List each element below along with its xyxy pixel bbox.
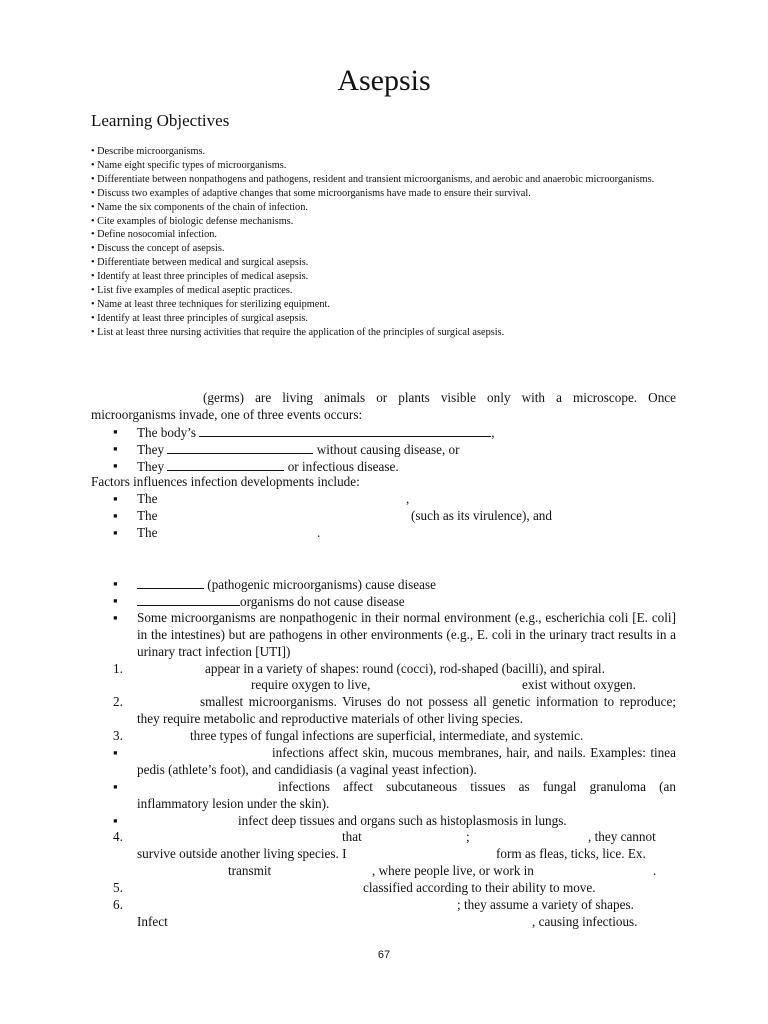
list-text: that [342, 829, 362, 845]
numbered-item-continued [91, 914, 676, 931]
section-heading: Learning Objectives [91, 111, 230, 130]
blank-line [167, 458, 284, 471]
body-text [91, 390, 676, 931]
list-item [91, 745, 676, 779]
objective-item: • Name at least three techniques for sterilizing equipment. [91, 298, 330, 310]
list-item-text [137, 576, 676, 594]
objective-item: • List five examples of medical aseptic practices. [91, 285, 293, 297]
list-text: . [317, 525, 321, 541]
list-item [91, 610, 676, 661]
objective-item: • Cite examples of biologic defense mechanisms. [91, 215, 294, 227]
blank-line [199, 424, 491, 437]
list-text: without causing disease, or [316, 441, 460, 457]
list-text: They [137, 458, 165, 474]
list-text: They [137, 441, 165, 457]
objective-item: • Discuss two examples of adaptive changes that some microorganisms have made to ensure their survival. [91, 187, 531, 199]
item-number: 1. [113, 660, 123, 676]
blank-line [137, 576, 204, 589]
list-text: appear in a variety of shapes: round (cocci), rod-shaped (bacilli), and spiral. [205, 660, 605, 676]
numbered-item [91, 661, 676, 678]
blank-line [137, 593, 240, 606]
bullet-marker: ▪ [113, 491, 118, 507]
item-number: 4. [113, 829, 123, 845]
bullet-marker: ▪ [113, 525, 118, 541]
page-title: Asepsis [337, 64, 431, 97]
list-item [91, 779, 676, 813]
list-item [91, 813, 676, 830]
list-text: Some microorganisms are nonpathogenic in their normal environment (e.g., escherichia coli [E. coli] in the intestines) but are pathogens in other environments (e.g., E. coli in the urinary tract results in a urinary tract infection [UTI]) [137, 609, 676, 659]
list-item [91, 441, 676, 458]
list-text: The [137, 525, 158, 541]
numbered-item-continued [91, 846, 676, 863]
numbered-item [91, 880, 676, 897]
list-text: , causing infectious. [532, 913, 638, 929]
objective-item: • Define nosocomial infection. [91, 229, 217, 241]
list-item [91, 525, 676, 542]
numbered-item-continued [91, 863, 676, 880]
list-item-text [137, 424, 676, 442]
list-text: The [137, 508, 158, 524]
list-text: (such as its virulence), and [411, 508, 552, 524]
intro-paragraph: (germs) are living animals or plants visible only with a microscope. Once microorganisms invade, one of three events occurs: [91, 390, 676, 422]
list-text: form as fleas, ticks, lice. Ex. [496, 846, 646, 862]
item-number: 2. [113, 694, 123, 710]
list-text: infections affect skin, mucous membranes, hair, and nails. Examples: tinea pedis (athlete’s foot), and candidiasis (a vaginal yeast infection). [137, 744, 676, 777]
list-text: three types of fungal infections are superficial, intermediate, and systemic. [190, 728, 584, 744]
objective-item: • Discuss the concept of asepsis. [91, 243, 225, 255]
list-item [91, 593, 676, 610]
objective-item: • Identify at least three principles of surgical asepsis. [91, 312, 309, 324]
objectives-list [91, 145, 676, 340]
list-text: infections affect subcutaneous tissues as fungal granuloma (an inflammatory lesion under the skin). [137, 778, 676, 811]
bullet-marker: ▪ [113, 592, 118, 608]
list-item [91, 508, 676, 525]
bullet-marker: ▪ [113, 440, 118, 456]
list-item [91, 424, 676, 441]
objective-item: • Identify at least three principles of medical asepsis. [91, 271, 309, 283]
list-text: , [491, 424, 495, 440]
list-item-text [137, 441, 676, 459]
bullet-marker: ▪ [113, 576, 118, 592]
factors-heading: Factors influences infection developments include: [91, 474, 360, 490]
list-text: ; they assume a variety of shapes. [457, 897, 634, 913]
numbered-item [91, 728, 676, 745]
numbered-item-continued [91, 677, 676, 694]
list-text: . [653, 863, 657, 879]
objective-item: • Differentiate between nonpathogens and pathogens, resident and transient microorganisms, and aerobic and anaerobic microorganisms. [91, 173, 655, 185]
page-number: 67 [377, 949, 391, 961]
list-text: The body’s [137, 424, 196, 440]
list-item [91, 458, 676, 475]
list-item-text [137, 458, 676, 476]
list-item [91, 491, 676, 508]
item-number: 6. [113, 897, 123, 913]
numbered-item [91, 897, 676, 914]
list-text: survive outside another living species. I [137, 846, 347, 862]
list-text: Infect [137, 913, 168, 929]
blank-line [167, 441, 313, 454]
list-text: , [406, 491, 410, 507]
bullet-marker: ▪ [113, 812, 118, 828]
list-item [91, 576, 676, 593]
bullet-marker: ▪ [113, 744, 118, 760]
objective-item: • Name the six components of the chain of infection. [91, 201, 308, 213]
objective-item: • List at least three nursing activities that require the application of the principles of surgical asepsis. [91, 326, 505, 338]
list-text: organisms do not cause disease [240, 593, 405, 609]
list-text: exist without oxygen. [522, 677, 636, 693]
bullet-marker: ▪ [113, 778, 118, 794]
list-text: ; [466, 829, 470, 845]
list-text: classified according to their ability to move. [363, 880, 596, 896]
numbered-item [91, 829, 676, 846]
list-text: , they cannot [588, 829, 656, 845]
item-number: 3. [113, 728, 123, 744]
bullet-marker: ▪ [113, 457, 118, 473]
objective-item: • Name eight specific types of microorganisms. [91, 159, 287, 171]
bullet-marker: ▪ [113, 609, 118, 625]
list-text: or infectious disease. [287, 458, 399, 474]
list-text: The [137, 491, 158, 507]
list-text: transmit [228, 863, 272, 879]
list-text: , where people live, or work in [372, 863, 534, 879]
bullet-marker: ▪ [113, 423, 118, 439]
bullet-marker: ▪ [113, 508, 118, 524]
list-item-text [137, 593, 676, 611]
numbered-item [91, 694, 676, 728]
list-text: smallest microorganisms. Viruses do not possess all genetic information to reproduce; they require metabolic and reproductive materials of other living species. [137, 694, 676, 727]
spacer [91, 542, 676, 576]
objective-item: • Describe microorganisms. [91, 146, 206, 157]
objective-item: • Differentiate between medical and surgical asepsis. [91, 257, 309, 269]
list-text: require oxygen to live, [251, 677, 371, 693]
list-text: infect deep tissues and organs such as histoplasmosis in lungs. [238, 812, 567, 828]
item-number: 5. [113, 880, 123, 896]
list-text: (pathogenic microorganisms) cause disease [207, 577, 436, 593]
